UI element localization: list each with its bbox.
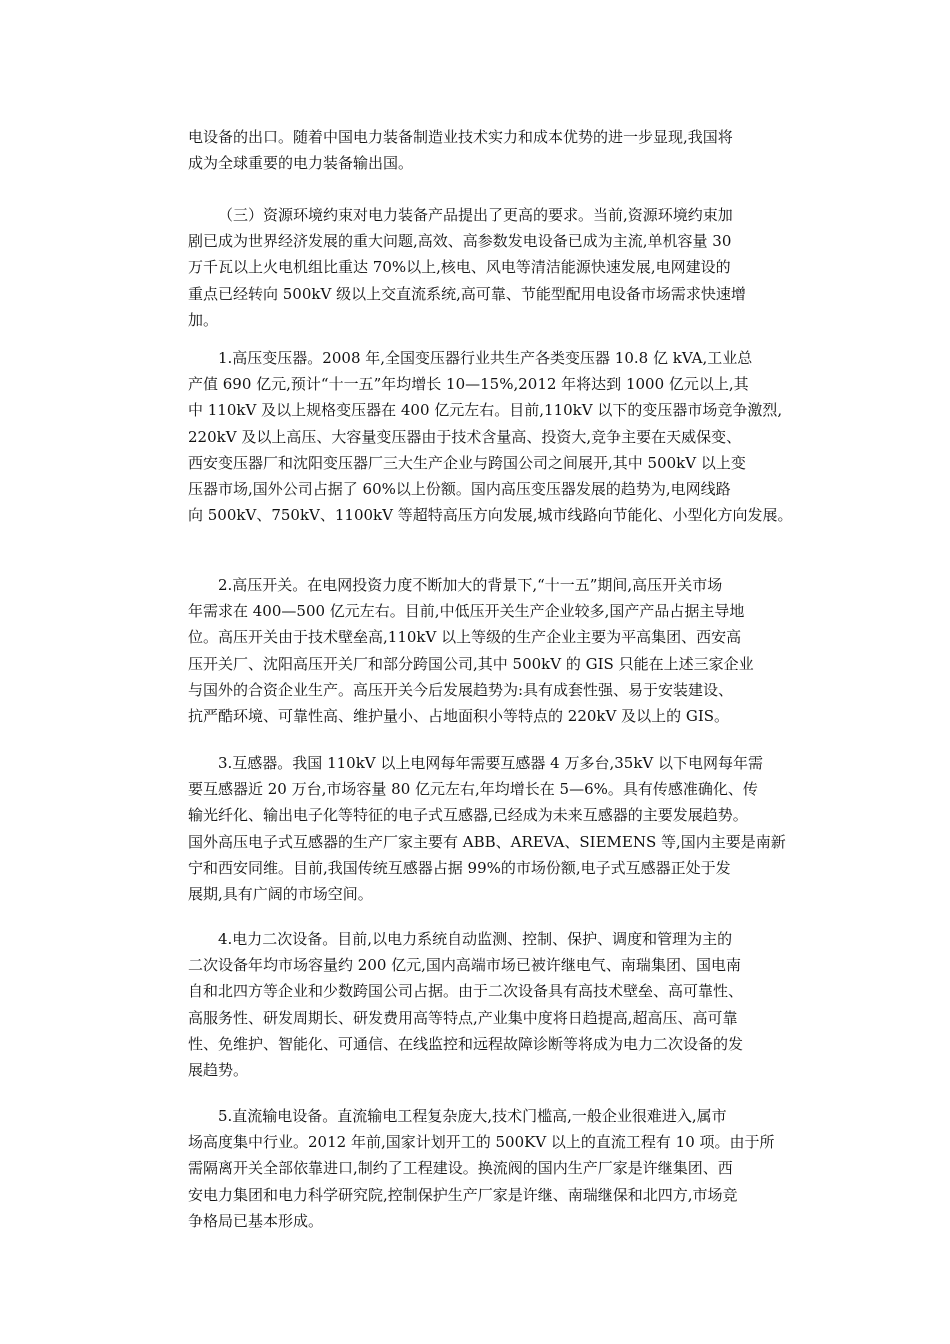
paragraph-line: 需隔离开关全部依靠进口,制约了工程建设。换流阀的国内生产厂家是许继集团、西	[188, 1159, 733, 1178]
paragraph-line: 高服务性、研发周期长、研发费用高等特点,产业集中度将日趋提高,超高压、高可靠	[188, 1008, 738, 1027]
paragraph-line: 场高度集中行业。2012 年前,国家计划开工的 500KV 以上的直流工程有 10 项。由于所	[188, 1133, 775, 1152]
paragraph-line: 电设备的出口。随着中国电力装备制造业技术实力和成本优势的进一步显现,我国将	[188, 128, 733, 146]
paragraph-resource-constraints	[188, 202, 828, 333]
paragraph-secondary-equipment	[188, 926, 828, 1083]
paragraph-line: 要互感器近 20 万台,市场容量 80 亿元左右,年均增长在 5—6%。具有传感准确化、传	[188, 780, 758, 799]
paragraph-line: 压开关厂、沈阳高压开关厂和部分跨国公司,其中 500kV 的 GIS 只能在上述三家企业	[188, 654, 754, 673]
paragraph-line: 展趋势。	[188, 1061, 249, 1080]
paragraph-line: 二次设备年均市场容量约 200 亿元,国内高端市场已被许继电气、南瑞集团、国电南	[188, 956, 741, 975]
paragraph-line: 国外高压电子式互感器的生产厂家主要有 ABB、AREVA、SIEMENS 等,国内主要是南新	[188, 832, 786, 851]
paragraph-line: 剧已成为世界经济发展的重大问题,高效、高参数发电设备已成为主流,单机容量 30	[188, 232, 732, 251]
paragraph-line: 西安变压器厂和沈阳变压器厂三大生产企业与跨国公司之间展开,其中 500kV 以上变	[188, 453, 746, 472]
paragraph-line: 安电力集团和电力科学研究院,控制保护生产厂家是许继、南瑞继保和北四方,市场竞	[188, 1185, 738, 1204]
paragraph-line: 加。	[188, 310, 219, 329]
paragraph-line: 重点已经转向 500kV 级以上交直流系统,高可靠、节能型配用电设备市场需求快速增	[188, 284, 746, 303]
paragraph-line: （三）资源环境约束对电力装备产品提出了更高的要求。当前,资源环境约束加	[218, 206, 733, 224]
paragraph-line: 自和北四方等企业和少数跨国公司占据。由于二次设备具有高技术壁垒、高可靠性、	[188, 982, 744, 1001]
paragraph-line: 输光纤化、输出电子化等特征的电子式互感器,已经成为未来互感器的主要发展趋势。	[188, 806, 748, 825]
paragraph-dc-transmission	[188, 1103, 828, 1234]
paragraph-line: 中 110kV 及以上规格变压器在 400 亿元左右。目前,110kV 以下的变压器市场竞争激烈,	[188, 401, 783, 420]
paragraph-transformer-sensors	[188, 750, 828, 907]
paragraph-line: 压器市场,国外公司占据了 60%以上份额。国内高压变压器发展的趋势为,电网线路	[188, 480, 731, 499]
paragraph-line: 年需求在 400—500 亿元左右。目前,中低压开关生产企业较多,国产产品占据主导地	[188, 602, 745, 621]
paragraph-line: 万千瓦以上火电机组比重达 70%以上,核电、风电等清洁能源快速发展,电网建设的	[188, 258, 731, 277]
paragraph-line: 宁和西安同维。目前,我国传统互感器占据 99%的市场份额,电子式互感器正处于发	[188, 858, 731, 877]
paragraph-export-continuation	[188, 124, 828, 176]
paragraph-line: 向 500kV、750kV、1100kV 等超特高压方向发展,城市线路向节能化、小型化方向发展。	[188, 506, 793, 525]
paragraph-line: 争格局已基本形成。	[188, 1211, 324, 1230]
paragraph-line: 220kV 及以上高压、大容量变压器由于技术含量高、投资大,竞争主要在天威保变、	[188, 427, 742, 446]
paragraph-line: 3.互感器。我国 110kV 以上电网每年需要互感器 4 万多台,35kV 以下电网每年需	[218, 754, 764, 772]
paragraph-line: 4.电力二次设备。目前,以电力系统自动监测、控制、保护、调度和管理为主的	[218, 930, 733, 948]
paragraph-line: 位。高压开关由于技术壁垒高,110kV 以上等级的生产企业主要为平高集团、西安高	[188, 628, 742, 647]
paragraph-line: 2.高压开关。在电网投资力度不断加大的背景下,“十一五”期间,高压开关市场	[218, 576, 723, 594]
paragraph-line: 抗严酷环境、可靠性高、维护量小、占地面积小等特点的 220kV 及以上的 GIS。	[188, 707, 730, 726]
paragraph-line: 5.直流输电设备。直流输电工程复杂庞大,技术门槛高,一般企业很难进入,属市	[218, 1107, 727, 1125]
paragraph-line: 性、免维护、智能化、可通信、在线监控和远程故障诊断等将成为电力二次设备的发	[188, 1034, 744, 1053]
paragraph-high-voltage-switch	[188, 572, 828, 729]
paragraph-high-voltage-transformer	[188, 345, 828, 528]
paragraph-line: 产值 690 亿元,预计“十一五”年均增长 10—15%,2012 年将达到 1000 亿元以上,其	[188, 375, 749, 394]
paragraph-line: 与国外的合资企业生产。高压开关今后发展趋势为:具有成套性强、易于安装建设、	[188, 680, 734, 699]
paragraph-line: 成为全球重要的电力装备输出国。	[188, 154, 414, 173]
paragraph-line: 1.高压变压器。2008 年,全国变压器行业共生产各类变压器 10.8 亿 kVA,工业总	[218, 349, 753, 367]
paragraph-line: 展期,具有广阔的市场空间。	[188, 885, 373, 904]
